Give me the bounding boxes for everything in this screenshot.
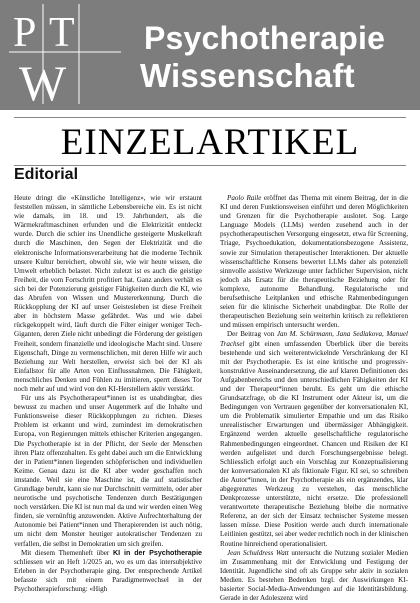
topic-reference: KI in der Psychotherapie (112, 548, 202, 557)
ptw-logo (5, 0, 125, 111)
journal-title-line1: Psychotherapie (144, 20, 386, 56)
article-type-banner: EINZELARTIKEL (60, 122, 360, 163)
paragraph: Mit diesem Themenheft über KI in der Psychotherapie schliessen wir an Heft 1/2025 an, wo es um das intersubjektive Erleben in der Psychotherapie ging. Der entsprechende Artikel befasste sich mit einem Paradigmenwechsel in der Psychotherapieforschung: «High (14, 548, 202, 594)
paragraph: Jean Schuldress Watt untersucht die Nutzung sozialer Medien im Zusammenhang mit der Entwicklung und Festigung der Identität. Jugendliche sind oft als Gruppe sehr aktiv in sozialen Medien. Es bestehen Bedenken bzgl. der Auswirkungen KI-basierter Social-Media-Anwendungen auf die Identitätsbildung. Gerade in der Adoleszenz wird (220, 548, 408, 603)
paragraph: Heute dringt die «Künstliche Intelligenz», wie wir erstaunt feststellen müssen, in sämtliche Lebensbereiche ein. Es ist nicht wie damals, im 18. und 19. Jahrhundert, als die Wärmekraftmaschinen erfunden und die Elektrizität entdeckt wurde. Durch die schier ins Unendliche gesteigerte Muskelkraft durch die Maschinen, den Segen der Elektrizität und die elektronische Informationsverarbeitung hat die moderne Technik unsere Kultur bereichert, obwohl sie, wie wir heute wissen, die Umwelt erheblich belastet. Nicht zuletzt ist es auch die geistige Freiheit, die vom Fortschritt profitiert hat. Ganz anders verhält es sich bei der Potenzierung geistiger Fähigkeiten durch die KI, wie das Abrufen von Wissen und Mustererkennung. Durch die Rückkopplung der KI auf unser Geistesleben ist diese Freiheit aber in höchstem Masse gefährdet. Was und wie dabei rückgekoppelt wird, läuft durch die Filter einiger weniger Tech-Giganten, deren Ziele nicht unbedingt die Förderung der geistigen Freiheit, sondern finanzielle und ideologische Macht sind. Unsere Eigenschaft, Dinge zu vermenschlichen, mit deren Hilfe wir auch Beziehung zur Welt herstellen, erweist sich bei der KI als Einfallstor für alle Arten von Einflussnahmen. Die Fähigkeit, menschliches Denken und Fühlen zu imitieren, sperrt dieses Tor noch mehr auf und wird von den KI-Herstellern aktiv verstärkt. (14, 194, 202, 393)
banner-rule-top (14, 117, 406, 118)
author-name: Jan M. Schürmann, Jana Sedlakova, Manuel Trachsel (220, 330, 408, 348)
logo-letter-t: T (49, 10, 75, 56)
author-name: Paolo Raile (227, 194, 262, 202)
author-name: Jean Schuldress Watt (227, 548, 289, 557)
section-title: Editorial (14, 166, 79, 183)
journal-header (0, 0, 420, 110)
paragraph: Paolo Raile eröffnet das Thema mit einem Beitrag, der in die KI und deren Funktionsweisen einführt und deren Möglichkeiten und Grenzen für die Psychotherapie auslotet. Sog. Large Language Models (LLMs) werden zusehend auch in der psychotherapeutischen Versorgung eingesetzt, etwa für Screening, Triage, Psychoedukation, dokumentationsbezogene Assistenz, sowie zur Simulation therapeutischer Interaktionen. Der aktuelle wissenschaftliche Konsens bewertet LLMs daher als potenziell sinnvolle assistive Werkzeuge unter fachlicher Supervision, nicht jedoch als Ersatz für die therapeutische Beziehung oder für komplexe, autonome Behandlung. Regulatorische und berufsethische Leitplanken und ethische Rahmenbedingungen seien für die klinische Sicherheit unabdingbar. Die Rolle der therapeutischen Beziehung sein weiterhin kritisch zu reflektieren und müssen empirisch untersucht werden. (220, 194, 408, 330)
logo-letter-p: P (13, 10, 37, 56)
text-column-right (220, 194, 408, 603)
text-column-left (14, 194, 202, 592)
paragraph: Für uns als Psychotherapeut*innen ist es unabdingbar, dies bewusst zu machen und unser Augenmerk auf die Inhalte und Funktionsweise dieser Rückkopplungen zu richten. Dieses Problem ist erkannt und wird, zumindest im demokratischen Europa, von Regierungen mittels ethischer Kriterien angegangen. Die Psychotherapie ist in der Pflicht, der Seele der Menschen ihren Platz offenzuhalten. Es geht dabei auch um die Entwicklung der in Patient*innen liegenden schöpferischen und individuellen Keime. Genau dazu ist die KI aber weder geschaffen noch imstande. Weil sie eine Maschine ist, die auf statistischer Grundlage beruht, kann sie nur Durchschnitt vermitteln, oder aber neurotische und psychotische Tendenzen durch Bestätigungen noch verstärken. Die KI ist nun mal da und wir werden einen Weg finden, sie vernünftig anzuwenden. Aktive Aufrechterhaltung der Autonomie bei Patient*innen und Therapierenden ist auch nötig, um nicht dem Monster heutiger autokratischer Tendenzen zu verfallen, die selbst in Demokratien um sich greifen. (14, 394, 202, 548)
logo-letter-w: W (19, 55, 67, 111)
journal-title-line2: Wissenschaft (140, 57, 355, 94)
paragraph: Der Beitrag von Jan M. Schürmann, Jana Sedlakova, Manuel Trachsel gibt einen umfassenden Überblick über die bereits bestehende und sich weiterentwickelnde Verschränkung der KI mit der Psychotherapie. Es ist eine kritische und progressiv-konstruktive Auseinandersetzung, die auf klaren Definitionen des Aufgabenbereichs und den unterschiedlichen Fähigkeiten der KI und der Therapeut*innen beruht. Es geht um die ethische Grundsatzfrage, ob die KI Instrument oder Akteur ist, um die Bedingungen von Vertrauen gegenüber der konversationalen KI, um die Problematik simulierter Empathie und um das Risiko unrealistischer Erwartungen und übermässiger Abhängigkeit. Ergänzend werden aktuelle gesellschaftliche regulatorische Rahmenbedingungen eingeordnet. Chancen und Risiken der KI werden aufgelistet und durch Forschungsergebnisse belegt. Schliesslich erfolgt auch ein Vorschlag zur Konzeptualisierung der konversationalen KI als fiktionale Figur. KI sei, so schreiben die Autor*innen, in der Psychotherapie als ein ergänzendes, klar abgegrenztes Werkzeug zu verstehen, das menschliche Denkprozesse unterstützte, nicht ersetze. Die professionell verantwortete therapeutische Beziehung bleibe die normative Referenz, an der sich der Einsatz technischer Systeme messen lassen müsse. Diese Position werde auch durch internationale Leitlinien gestützt, sei aber weder rechtlich noch in der klinischen Routine hinreichend operationalisiert. (220, 330, 408, 548)
